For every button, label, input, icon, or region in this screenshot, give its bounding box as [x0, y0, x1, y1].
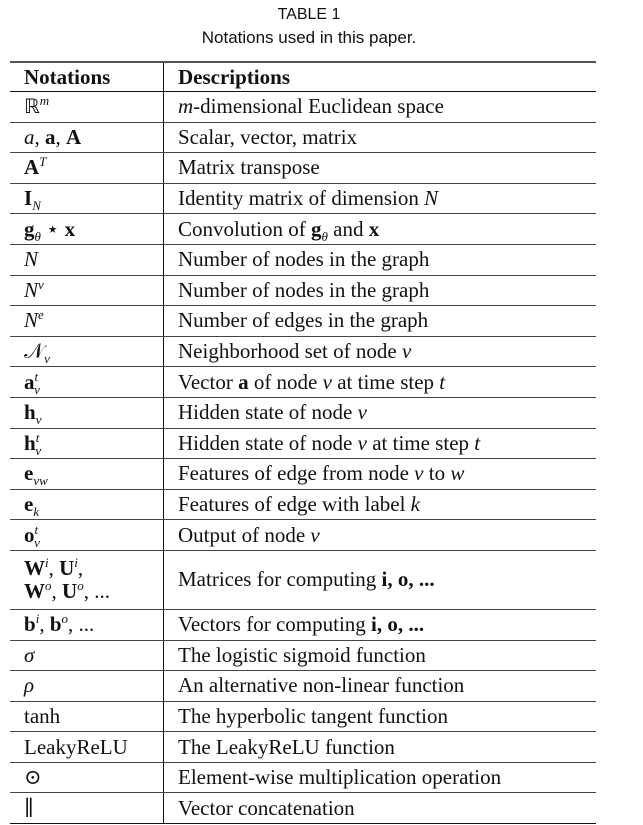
table-row — [10, 428, 596, 459]
table-row — [10, 609, 596, 640]
table-row — [10, 701, 596, 732]
description-cell: Number of nodes in the graph — [164, 244, 597, 275]
notation-cell: $o^t_v$ — [10, 520, 164, 551]
table-row — [10, 214, 596, 245]
description-cell: Matrix transpose — [164, 153, 597, 184]
notation-cell: $b^i$, $b^o$, ... — [10, 609, 164, 640]
description-cell: Features of edge with label k — [164, 489, 597, 520]
notation-cell: $e_{vw}$ — [10, 459, 164, 490]
description-cell: Hidden state of node v — [164, 397, 597, 428]
description-cell: m-dimensional Euclidean space — [164, 92, 597, 123]
description-cell: The hyperbolic tangent function — [164, 701, 597, 732]
table-row — [10, 244, 596, 275]
table-row — [10, 550, 596, 609]
notation-cell: $W^i$, $U^i$, $W^o$, $U^o$, ... — [10, 550, 164, 609]
header-descriptions: Descriptions — [164, 62, 597, 92]
notation-cell: N — [10, 244, 164, 275]
notation-cell: $N^v$ — [10, 275, 164, 306]
notation-cell: tanh — [10, 701, 164, 732]
notation-cell — [10, 793, 164, 824]
description-cell: Matrices for computing i, o, ... — [164, 550, 597, 609]
notation-cell: $h^t_v$ — [10, 428, 164, 459]
description-cell: Number of edges in the graph — [164, 306, 597, 337]
notation-cell: a, a, A — [10, 122, 164, 153]
description-cell: Hidden state of node v at time step t — [164, 428, 597, 459]
table-row — [10, 122, 596, 153]
description-cell: Vector a of node v at time step t — [164, 367, 597, 398]
description-cell: Features of edge from node v to w — [164, 459, 597, 490]
description-cell: Element-wise multiplication operation — [164, 762, 597, 793]
header-notations: Notations — [10, 62, 164, 92]
concat-icon: ∥ — [24, 795, 34, 820]
table-row — [10, 153, 596, 184]
notation-table — [10, 61, 596, 824]
notation-cell: $a^t_v$ — [10, 367, 164, 398]
table-row — [10, 489, 596, 520]
notation-cell: σ — [10, 640, 164, 671]
table-row — [10, 459, 596, 490]
description-cell: Convolution of $g_\theta$ and x — [164, 214, 597, 245]
notation-cell: $g_\theta$ ⋆ x — [10, 214, 164, 245]
table-caption: Notations used in this paper. — [201, 28, 417, 47]
notation-cell: $A^T$ — [10, 153, 164, 184]
notation-cell: ℝ$^m$ — [10, 92, 164, 123]
table-row — [10, 671, 596, 702]
description-cell: The logistic sigmoid function — [164, 640, 597, 671]
table-row — [10, 183, 596, 214]
description-cell: Number of nodes in the graph — [164, 275, 597, 306]
notation-cell: $h_v$ — [10, 397, 164, 428]
table-row — [10, 275, 596, 306]
description-cell: Scalar, vector, matrix — [164, 122, 597, 153]
description-cell: Vectors for computing i, o, ... — [164, 609, 597, 640]
description-cell: Output of node v — [164, 520, 597, 551]
description-cell: Neighborhood set of node v — [164, 336, 597, 367]
table-row — [10, 336, 596, 367]
table-row — [10, 520, 596, 551]
notation-cell: LeakyReLU — [10, 732, 164, 763]
description-cell: Identity matrix of dimension N — [164, 183, 597, 214]
description-cell: Vector concatenation — [164, 793, 597, 824]
table-row — [10, 640, 596, 671]
notation-cell: $N^e$ — [10, 306, 164, 337]
table-row — [10, 92, 596, 123]
notation-cell — [10, 762, 164, 793]
description-cell: An alternative non-linear function — [164, 671, 597, 702]
table-row — [10, 306, 596, 337]
table-header-row — [10, 62, 596, 92]
description-cell: The LeakyReLU function — [164, 732, 597, 763]
table-row — [10, 367, 596, 398]
notation-cell: ρ — [10, 671, 164, 702]
table-row — [10, 762, 596, 793]
notation-cell: $I_N$ — [10, 183, 164, 214]
table-label: TABLE 1 — [277, 6, 341, 23]
odot-icon: ⊙ — [24, 765, 42, 790]
notation-cell: 𝒩$_v$ — [10, 336, 164, 367]
table-row — [10, 793, 596, 824]
table-row — [10, 732, 596, 763]
notation-cell: $e_k$ — [10, 489, 164, 520]
table-row — [10, 397, 596, 428]
